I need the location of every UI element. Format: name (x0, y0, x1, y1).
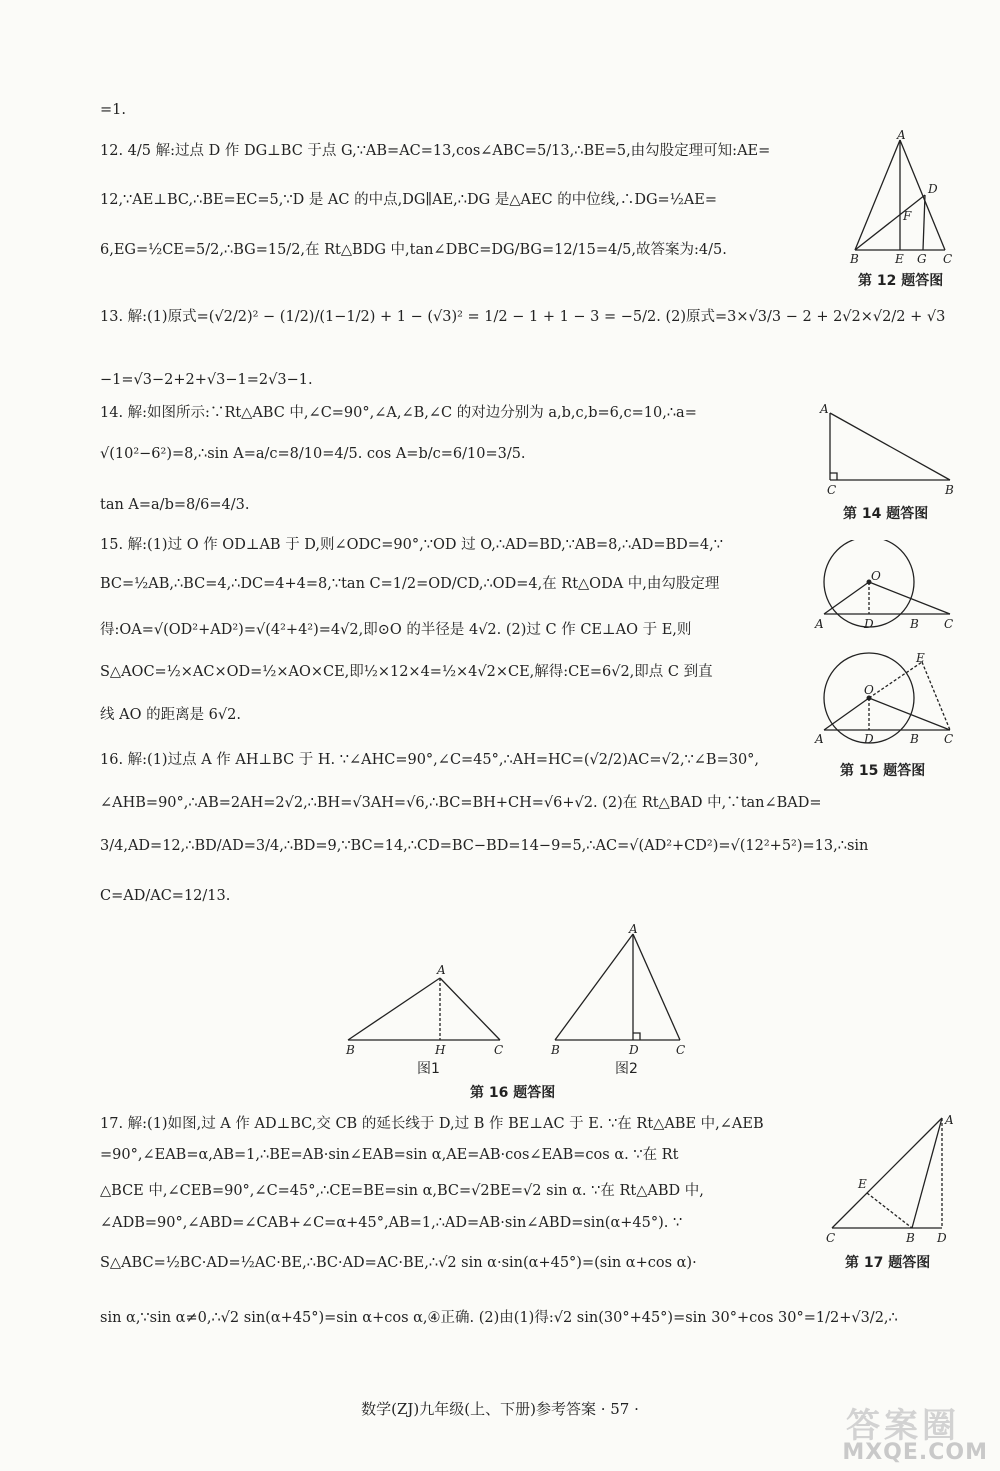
caption-fig16-1: 图1 (417, 1061, 440, 1077)
label-b: B (551, 1043, 560, 1057)
label-c: C (943, 252, 953, 265)
label-c: C (827, 483, 837, 497)
text-line: 12,∵AE⊥BC,∴BE=EC=5,∵D 是 AC 的中点,DG∥AE,∴DG 是△AEC 的中位线,∴DG=½AE= (100, 192, 717, 208)
label-b: B (346, 1043, 355, 1057)
watermark-logo: 答案圈 (846, 1406, 960, 1446)
text-line: ∠AHB=90°,∴AB=2AH=2√2,∴BH=√3AH=√6,∴BC=BH+CH=√6+√2. (2)在 Rt△BAD 中,∵tan∠BAD= (100, 795, 822, 811)
figure-16-1 (340, 960, 510, 1060)
label-b: B (906, 1231, 915, 1245)
text-line: S△AOC=½×AC×OD=½×AO×CE,即½×12×4=½×4√2×CE,解得:CE=6√2,即点 C 到直 (100, 664, 713, 680)
label-e: E (916, 651, 925, 665)
label-d: D (928, 182, 938, 196)
text-line: 得:OA=√(OD²+AD²)=√(4²+4²)=4√2,即⊙O 的半径是 4√2. (2)过 C 作 CE⊥AO 于 E,则 (100, 622, 692, 638)
caption-fig16-2: 图2 (615, 1061, 638, 1077)
caption-fig17: 第 17 题答图 (845, 1255, 931, 1271)
text-line: 17. 解:(1)如图,过 A 作 AD⊥BC,交 CB 的延长线于 D,过 B 作 BE⊥AC 于 E. ∵在 Rt△ABE 中,∠AEB (100, 1116, 764, 1132)
label-a: A (629, 922, 638, 936)
text-line: BC=½AB,∴BC=4,∴DC=4+4=8,∵tan C=1/2=OD/CD,∴OD=4,在 Rt△ODA 中,由勾股定理 (100, 576, 720, 592)
text-line: 13. 解:(1)原式=(√2/2)² − (1/2)/(1−1/2) + 1 − (√3)² = 1/2 − 1 + 1 − 3 = −5/2. (2)原式=3×√3/3 − 2 + 2√2×√2/2 + √3 (100, 309, 946, 325)
text-line: √(10²−6²)=8,∴sin A=a/c=8/10=4/5. cos A=b/c=6/10=3/5. (100, 446, 526, 462)
figure-15-a (812, 540, 962, 640)
text-line: △BCE 中,∠CEB=90°,∠C=45°,∴CE=BE=sin α,BC=√2BE=√2 sin α. ∵在 Rt△ABD 中, (100, 1183, 704, 1199)
label-b: B (910, 732, 919, 746)
text-line: ∠ADB=90°,∠ABD=∠CAB+∠C=α+45°,AB=1,∴AD=AB·sin∠ABD=sin(α+45°). ∵ (100, 1215, 683, 1231)
text-line: 16. 解:(1)过点 A 作 AH⊥BC 于 H. ∵∠AHC=90°,∠C=45°,∴AH=HC=(√2/2)AC=√2,∵∠B=30°, (100, 752, 760, 768)
text-line: 12. 4/5 解:过点 D 作 DG⊥BC 于点 G,∵AB=AC=13,cos∠ABC=5/13,∴BE=5,由勾股定理可知:AE= (100, 143, 771, 159)
label-b: B (850, 252, 859, 265)
text-line: 线 AO 的距离是 6√2. (100, 707, 241, 723)
page-footer: 数学(ZJ)九年级(上、下册)参考答案 · 57 · (361, 1400, 639, 1418)
text-line: −1=√3−2+2+√3−1=2√3−1. (100, 372, 313, 388)
label-c: C (676, 1043, 686, 1057)
text-line: 3/4,AD=12,∴BD/AD=3/4,∴BD=9,∵BC=14,∴CD=BC−BD=14−9=5,∴AC=√(AD²+CD²)=√(12²+5²)=13,∴sin (100, 838, 869, 854)
watermark-url: MXQE.COM (842, 1440, 988, 1465)
label-b: B (945, 483, 954, 497)
label-d: D (864, 732, 874, 746)
label-h: H (435, 1043, 446, 1057)
text-line: =1. (100, 102, 126, 118)
figure-12 (845, 130, 960, 265)
label-a: A (897, 130, 906, 142)
label-g: G (917, 252, 927, 265)
text-line: =90°,∠EAB=α,AB=1,∴BE=AB·sin∠EAB=sin α,AE=AB·cos∠EAB=cos α. ∵在 Rt (100, 1147, 679, 1163)
label-c: C (494, 1043, 504, 1057)
text-line: C=AD/AC=12/13. (100, 888, 231, 904)
label-o: O (864, 683, 874, 697)
label-a: A (437, 963, 446, 977)
label-a: A (820, 402, 829, 416)
label-d: D (629, 1043, 639, 1057)
label-c: C (944, 617, 954, 631)
label-a: A (945, 1113, 954, 1127)
text-line: sin α,∵sin α≠0,∴√2 sin(α+45°)=sin α+cos α,④正确. (2)由(1)得:√2 sin(30°+45°)=sin 30°+cos 30°=1/2+√3/2,∴ (100, 1310, 898, 1326)
caption-fig15: 第 15 题答图 (840, 763, 926, 779)
label-f: F (903, 209, 912, 223)
label-a: A (815, 732, 824, 746)
text-line: tan A=a/b=8/6=4/3. (100, 497, 250, 513)
text-line: S△ABC=½BC·AD=½AC·BE,∴BC·AD=AC·BE,∴√2 sin α·sin(α+45°)=(sin α+cos α)· (100, 1255, 697, 1271)
label-b: B (910, 617, 919, 631)
text-line: 15. 解:(1)过 O 作 OD⊥AB 于 D,则∠ODC=90°,∵OD 过 O,∴AD=BD,∵AB=8,∴AD=BD=4,∵ (100, 537, 723, 553)
label-e: E (858, 1177, 867, 1191)
text-line: 14. 解:如图所示:∵Rt△ABC 中,∠C=90°,∠A,∠B,∠C 的对边分别为 a,b,c,b=6,c=10,∴a= (100, 405, 697, 421)
text-line: 6,EG=½CE=5/2,∴BG=15/2,在 Rt△BDG 中,tan∠DBC=DG/BG=12/15=4/5,故答案为:4/5. (100, 242, 727, 258)
label-d: D (864, 617, 874, 631)
figure-17 (820, 1110, 960, 1250)
label-a: A (815, 617, 824, 631)
label-d: D (937, 1231, 947, 1245)
label-c: C (944, 732, 954, 746)
label-c: C (826, 1231, 836, 1245)
figure-15-b (812, 650, 962, 750)
label-o: O (871, 569, 881, 583)
label-e: E (895, 252, 904, 265)
caption-fig12: 第 12 题答图 (858, 273, 944, 289)
figure-16-2 (545, 922, 695, 1060)
caption-fig16: 第 16 题答图 (470, 1085, 556, 1101)
caption-fig14: 第 14 题答图 (843, 506, 929, 522)
figure-14 (815, 398, 965, 498)
